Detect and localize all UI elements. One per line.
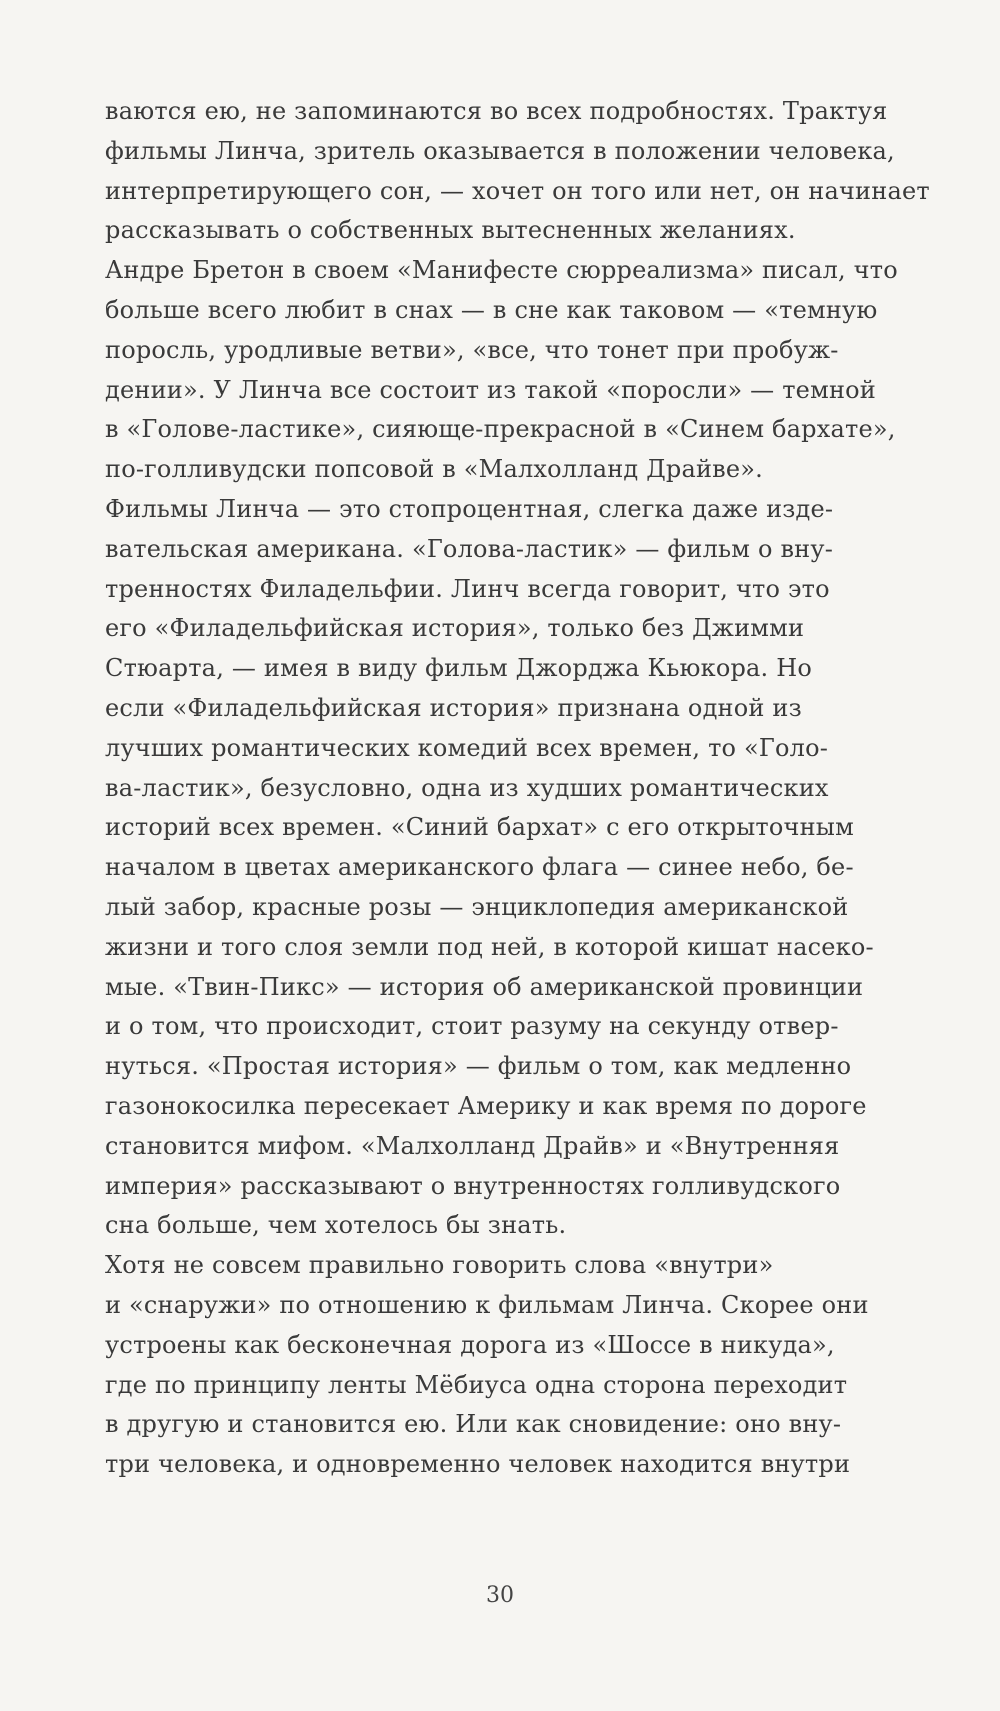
text-line: дении». У Линча все состоит из такой «поросли» — темной <box>105 375 876 404</box>
text-line: ва-ластик», безусловно, одна из худших романтических <box>105 773 829 802</box>
text-line: три человека, и одновременно человек находится внутри <box>105 1450 851 1479</box>
text-line: Андре Бретон в своем «Манифесте сюрреализма» писал, что <box>105 256 898 285</box>
text-line: вательская американа. «Голова-ластик» — фильм о вну- <box>105 534 834 563</box>
text-line: рассказывать о собственных вытесненных желаниях. <box>105 216 796 245</box>
body-text <box>105 92 930 1485</box>
text-line: сна больше, чем хотелось бы знать. <box>105 1211 567 1240</box>
text-line: тренностях Филадельфии. Линч всегда говорит, что это <box>105 574 830 603</box>
text-line: в другую и становится ею. Или как сновидение: оно вну- <box>105 1410 842 1439</box>
text-line: фильмы Линча, зритель оказывается в положении человека, <box>105 136 895 165</box>
text-line: началом в цветах американского флага — синее небо, бе- <box>105 853 854 882</box>
text-line: устроены как бесконечная дорога из «Шоссе в никуда», <box>105 1330 835 1359</box>
page-number: 30 <box>486 1583 514 1608</box>
text-line: историй всех времен. «Синий бархат» с его открыточным <box>105 813 854 842</box>
text-line: нуться. «Простая история» — фильм о том, как медленно <box>105 1052 852 1081</box>
text-line: империя» рассказывают о внутренностях голливудского <box>105 1171 841 1200</box>
text-line: газонокосилка пересекает Америку и как время по дороге <box>105 1091 867 1120</box>
text-line: становится мифом. «Малхолланд Драйв» и «Внутренняя <box>105 1131 840 1160</box>
text-line: Хотя не совсем правильно говорить слова «внутри» <box>105 1251 774 1280</box>
text-line: больше всего любит в снах — в сне как таковом — «темную <box>105 295 878 324</box>
text-line: лучших романтических комедий всех времен, то «Голо- <box>105 733 829 762</box>
text-line: поросль, уродливые ветви», «все, что тонет при пробуж- <box>105 335 839 364</box>
text-line: и «снаружи» по отношению к фильмам Линча. Скорее они <box>105 1290 869 1319</box>
text-line: ваются ею, не запоминаются во всех подробностях. Трактуя <box>105 97 888 125</box>
text-line: мые. «Твин-Пикс» — история об американской провинции <box>105 972 864 1001</box>
text-line: интерпретирующего сон, — хочет он того или нет, он начинает <box>105 176 930 205</box>
text-line: по-голливудски попсовой в «Малхолланд Драйве». <box>105 455 764 484</box>
text-line: Фильмы Линча — это стопроцентная, слегка даже изде- <box>105 494 834 523</box>
text-line: и о том, что происходит, стоит разуму на секунду отвер- <box>105 1012 839 1041</box>
text-line: лый забор, красные розы — энциклопедия американской <box>105 892 849 921</box>
text-line: в «Голове-ластике», сияюще-прекрасной в «Синем бархате», <box>105 415 896 444</box>
text-line: если «Филадельфийская история» признана одной из <box>105 693 802 722</box>
text-line: его «Филадельфийская история», только без Джимми <box>105 614 805 643</box>
text-line: жизни и того слоя земли под ней, в которой кишат насеко- <box>105 932 874 961</box>
text-line: Стюарта, — имея в виду фильм Джорджа Кьюкора. Но <box>105 654 812 683</box>
text-line: где по принципу ленты Мёбиуса одна сторона переходит <box>105 1370 848 1399</box>
